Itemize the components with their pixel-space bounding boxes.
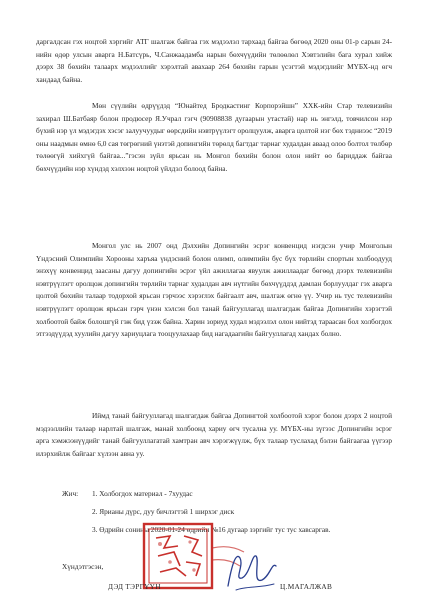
signer-title: ДЭД ТЭРГҮҮН: [108, 582, 161, 591]
attachments-label: Жич:: [62, 489, 79, 498]
letter-paragraph-3: Монгол улс нь 2007 онд Дэлхийн Допингийн эсрэг конвенцид нэгдсэн учир Монголын Үндэсний Олимпийн Хорооны харъяа үндэсний болон олимп, олимпийн бус бүх төрлийн спортын холбоодууд энэхүү конвенцид заасаны дагуу допингийн эсрэг үйл ажиллагаа явуулж ажиллаадаг бөгөөд дээрх телевизийн нэвтрүүлэгт оролцож допингийн төрлийн тарнаг худалдан авч нүтгийн бөхчүүддэд дамлан борлуулдаг гэх аварга цолтой бөхийн талаар тодорхой ярьсан гэрчээс хэрэглэх байгаалт авч, шалгаж өгнө үү. Учир нь тус телевизийн нэвтрүүлэгт оролцож ярьсан гэрч үнэн хэлсэн бол танай байгууллагад шалгагдаж байгаа Допингийн хэрэгтэй холбоотой байж болошгүй гэж бид үзэж байна. Харин зориуд худал мэдээлэл олон нийтэд тараасан бол холбогдох этгээдүүдэд хуулийн дагуу хариуцлага тооцуулахаар бид нагадаагийн байгууллагад хандах болно.: [36, 241, 392, 339]
closing-salutation: Хүндэтгэсэн,: [62, 562, 104, 571]
letter-paragraph-1: даргалдсан гэх ноцтой хэргийг АТГ шалгаж байгаа гэх мэдээлэл тархаад байгаа бөгөөд 2020 оны 01-р сарын 24-нийн өдөр улсын аварга Н.Батсүрь, Ч.Санжаадамба нарын бөхчүүдийн төлөөлөл Хэвтэлийн бага хурал хийж дээрх 38 бөхийн талаарх мэдээллийг хэрэлтай авахаар 264 бөхийн гарын үсэгтэй мэдэгдлийг МҮБХ-нд өгч хандаад байна.: [36, 37, 392, 84]
signer-name: Ц.МАГАЛЖАВ: [280, 582, 333, 591]
letter-paragraph-2: Мөн сүүлийн өдрүүдэд “Юнайтед Бродкастинг Корпорэйшн” ХХК-ийн Стар телевизийн захирал Ш.Батбаяр болон продюсер Я.Учрал гэгч (90908838 дугаарын утастай) нар нь энгэлд, товчилсон нэр бүхий нэр үл мэдэгдэх хэсэг залуучуудыг өөрсдийн нэвтрүүлэгт оролцуулж, аварга цолтой нэг бөх тэдниээс “2019 оны наадмын өмнө 6,0 сая төгрөгний үнэтэй допингийн төрөлд багтдаг тарнаг худалдан аваад олоо болтол төлбөр төлөөгүй хийхгүй байгаа...”гэсэн зүйл ярьсан нь Монгол бөхийн болон олон нийт өо бариддаж байгаа бөхчүүдийн нэр хүндэд хэлхээн ноцтой үйлдэл болоод байна.: [36, 101, 392, 173]
attachment-item: 2. Ярианы дүрс, дуу бичлэгтэй 1 ширхэг диск: [92, 507, 235, 516]
letter-paragraph-4: Иймд танай байгууллагад шалгагдаж байгаа Допингтой холбоотой хэрэг болон дээрх 2 ноцтой мэдээллийн талаар нарлтай шалгаж, манай холбоонд хариу өгч тусална уу. МҮБХ-ны зүгээс Допингийн эсрэг арга хэмжээнүүдийг танай байгууллагатай хамтран авч хэрэгжүүлж, бүх талаар туслахад бэлэн байгаагаа үүгээр илэрхийлж байгааг хүлээн авна уу.: [36, 411, 392, 458]
handwritten-signature: [222, 544, 282, 596]
attachment-item: 3. Өдрийн сонины 2020-01-24 өдрийн №16 дугаар зэргийг тус тус хавсаргав.: [92, 525, 331, 534]
attachment-item: 1. Холбогдох материал - 7хуудас: [92, 489, 193, 498]
